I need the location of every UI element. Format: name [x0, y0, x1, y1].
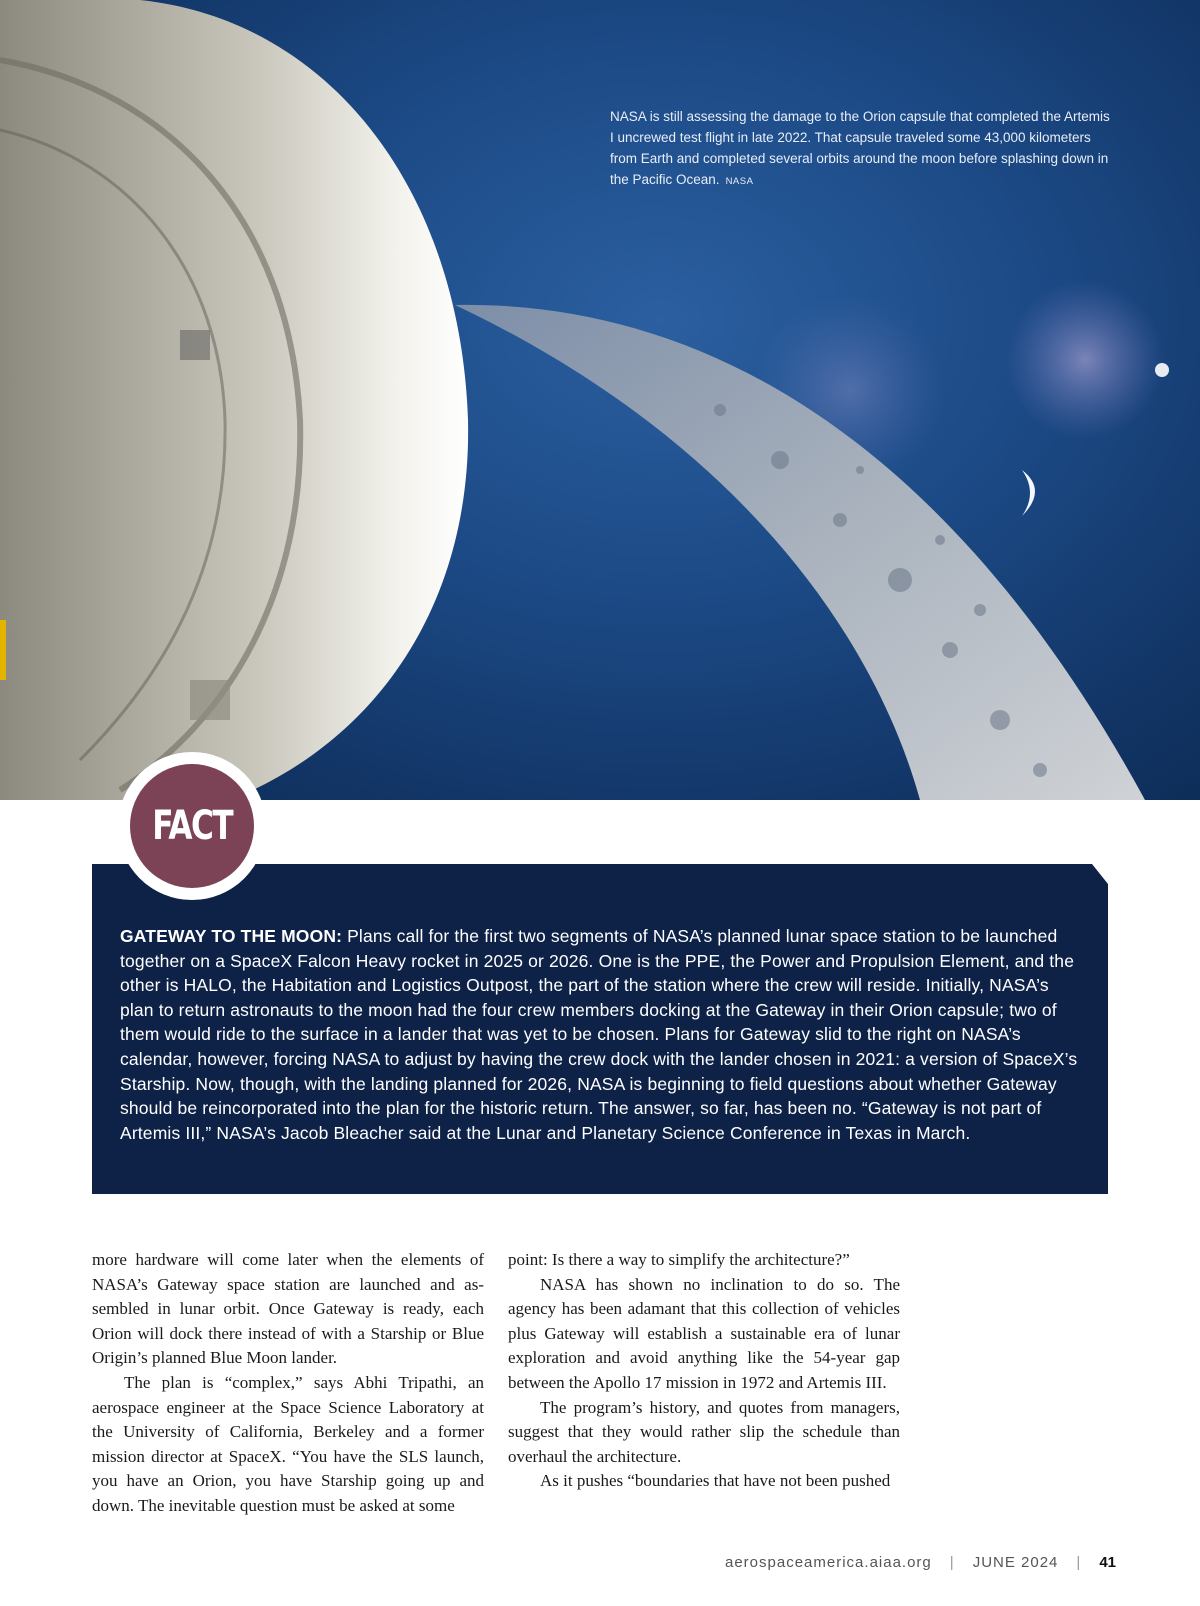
sun-point — [1155, 363, 1169, 377]
lens-flare — [1005, 280, 1165, 440]
paragraph: point: Is there a way to simplify the architecture?” — [508, 1250, 850, 1269]
footer-site: aerospaceamerica.aiaa.org — [725, 1554, 932, 1571]
footer-separator: | — [949, 1554, 955, 1571]
hero-photo — [0, 0, 1200, 800]
caption-text: NASA is still assessing the damage to the Orion capsule that completed the Artemis I uncrewed test flight in late 2022. That capsule traveled some 43,000 kilometers from Earth and completed several orbits around the moon before splashing down in the Pacific Ocean. — [610, 109, 1110, 187]
article-column-2 — [508, 1248, 900, 1494]
fact-body: Plans call for the first two segments of NASA’s planned lunar space station to be launched together on a SpaceX Falcon Heavy rocket in 2025 or 2026. One is the PPE, the Power and Propulsion Element, and the other is HALO, the Habitation and Logistics Outpost, the part of the station where the crew will reside. Initially, NASA’s plan to return astronauts to the moon had the four crew members docking at the Gateway in their Orion capsule; two of them would ride to the surface in a lander that was yet to be chosen. Plans for Gateway slid to the right on NASA’s calendar, however, forcing NASA to adjust by having the crew dock with the lander chosen in 2021: a version of SpaceX’s Starship. Now, though, with the landing planned for 2026, NASA is beginning to field questions about whether Gateway should be reincorporated into the plan for the historic return. The answer, so far, has been no. “Gateway is not part of Artemis III,” NASA’s Jacob Bleacher said at the Lunar and Planetary Science Conference in Texas in March. — [120, 926, 1078, 1143]
crescent-earth-icon — [1022, 470, 1035, 516]
fact-badge — [130, 764, 254, 888]
paragraph: more hardware will come later when the elements of NASA’s Gateway space station are launched and assembled in lunar orbit. Once Gateway is ready, each Orion will dock there instead of with a Starship or Blue Origin’s planned Blue Moon lander. — [92, 1250, 484, 1368]
article-column-1 — [92, 1248, 484, 1519]
page-number: 41 — [1099, 1554, 1116, 1571]
photo-credit: NASA — [725, 176, 754, 187]
footer-separator: | — [1076, 1554, 1082, 1571]
photo-caption — [610, 106, 1110, 192]
paragraph: The program’s history, and quotes from managers, suggest that they would rather slip the schedule than overhaul the architecture. — [508, 1397, 900, 1466]
paragraph: As it pushes “boundaries that have not been pushed — [540, 1471, 891, 1491]
page-footer — [725, 1554, 1116, 1571]
paragraph: The plan is “complex,” says Abhi Tripathi, an aerospace engineer at the Space Science Laboratory at the University of California, Berkeley and a former mission director at SpaceX. “You have the SLS launch, you have an Orion, you have Starship going up and down. The inevitable question must be asked at some — [92, 1372, 484, 1515]
fact-badge-label: FACT — [152, 803, 232, 849]
fact-text — [120, 924, 1080, 1145]
fact-lead: GATEWAY TO THE MOON: — [120, 926, 343, 946]
footer-issue: JUNE 2024 — [972, 1554, 1059, 1571]
paragraph: NASA has shown no inclination to do so. The agency has been adamant that this collection of vehicles plus Gateway will establish a sustainable era of lunar exploration and avoid anything like the 54-year gap between the Apollo 17 mission in 1972 and Artemis III. — [508, 1274, 900, 1392]
